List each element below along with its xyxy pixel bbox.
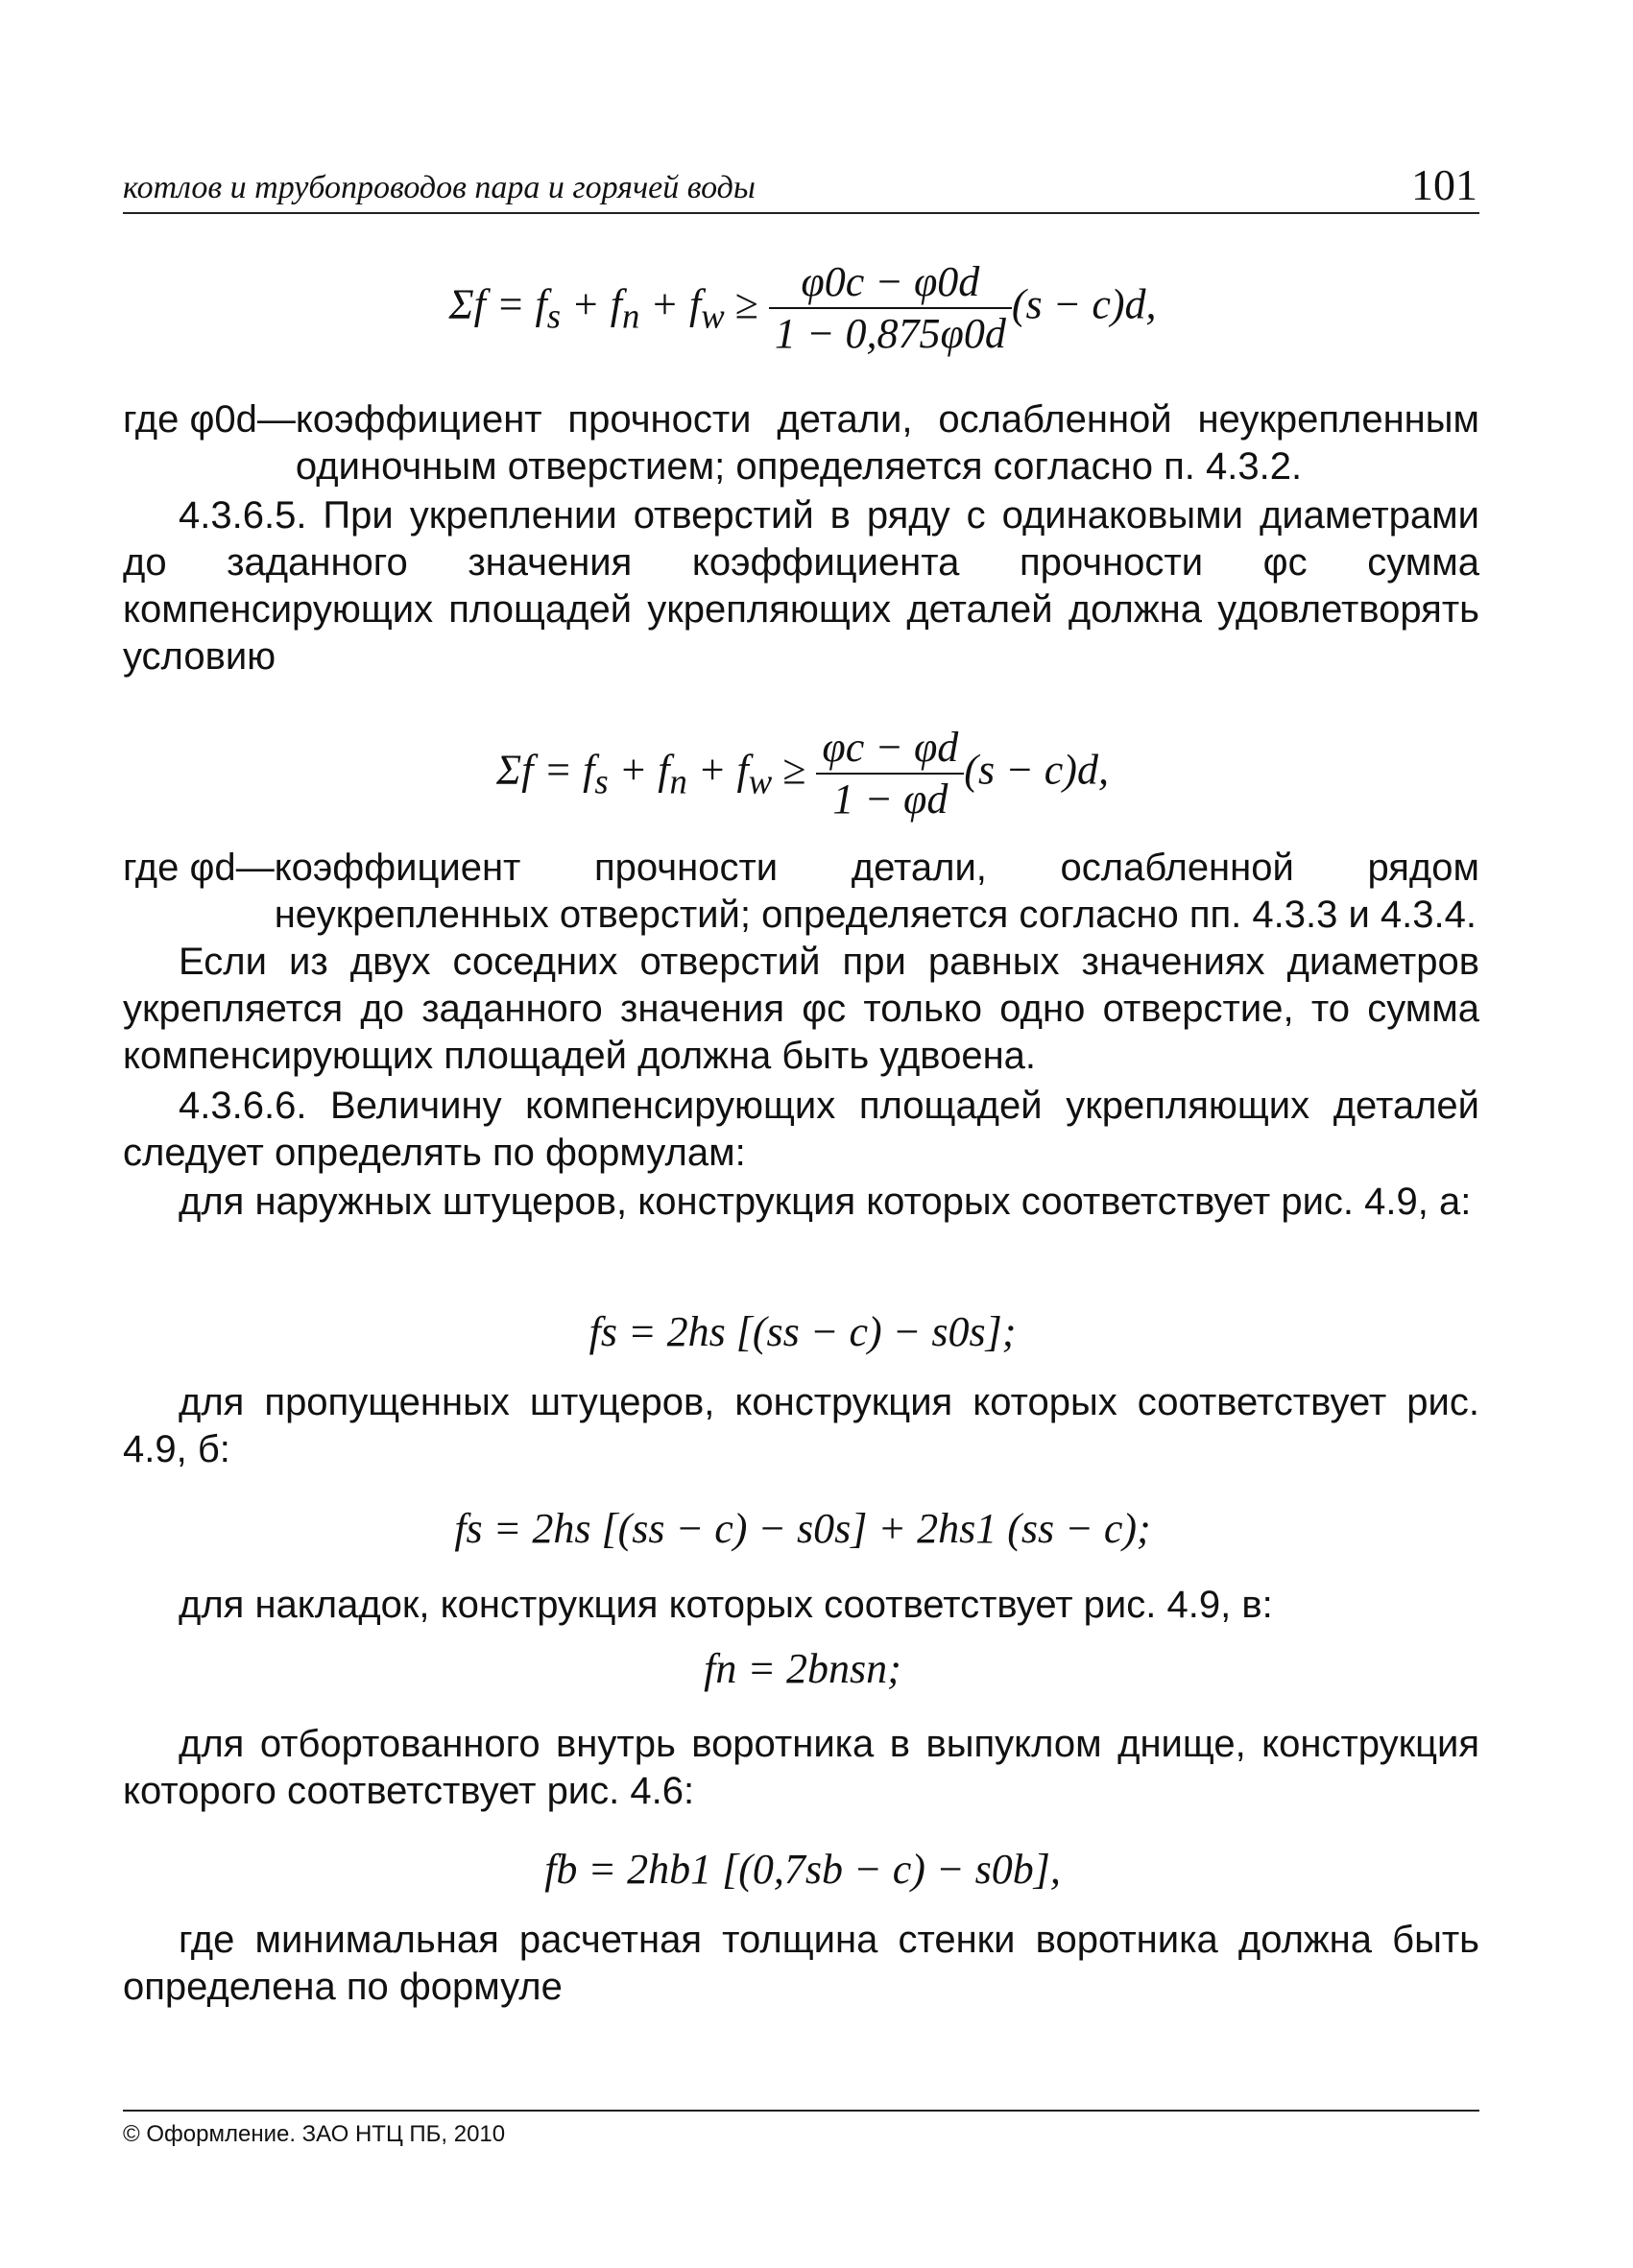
formula-fb: fb = 2hb1 [(0,7sb − c) − s0b], — [544, 1846, 1061, 1893]
fraction-single-hole: $\frac{\varphi 0c - \varphi 0d}{1 - 0,875\varphi 0d}$ — [769, 259, 1012, 358]
where-phi0d: где φ0d — коэффициент прочности детали, ослабленной неукрепленным одиночным отверстием; определяется согласно п. 4.3.2. — [123, 398, 1479, 488]
paragraph-through-fittings: для пропущенных штуцеров, конструкция которых соответствует рис. 4.9, б: — [123, 1381, 1479, 1470]
paragraph-min-thickness: где минимальная расчетная толщина стенки воротника должна быть определена по формуле — [123, 1919, 1479, 2008]
formula-sum-row-holes: $\Sigma f = f_s + f_n + f_w$ ≥ $\frac{\varphi c - \varphi d}{1 - \varphi d}$ (s − c)d, — [496, 724, 1109, 824]
paragraph-doubled-area: Если из двух соседних отверстий при равных значениях диаметров укрепляется до заданного значения φc только одно отверстие, то сумма компенсирующих площадей должна быть удвоена. — [123, 941, 1479, 1077]
paragraph-4-3-6-5: 4.3.6.5. При укреплении отверстий в ряду с одинаковыми диаметрами до заданного значения коэффициента прочности φc сумма компенсирующих площадей укрепляющих деталей должна удовлетворять условию — [123, 494, 1479, 678]
running-title: котлов и трубопроводов пара и горячей воды — [123, 170, 756, 205]
paragraph-outer-fittings: для наружных штуцеров, конструкция которых соответствует рис. 4.9, а: — [179, 1181, 1472, 1223]
fraction-row-holes: $\frac{\varphi c - \varphi d}{1 - \varphi d}$ — [816, 725, 964, 824]
formula-sum-single-hole: $\Sigma f = f_s + f_n + f_w$ ≥ $\frac{\varphi 0c - \varphi 0d}{1 - 0,875\varphi 0d}$ (s − c)d, — [448, 258, 1157, 358]
formula-fn: fn = 2bnsn; — [704, 1645, 901, 1692]
page-header — [123, 158, 1479, 214]
paragraph-4-3-6-6: 4.3.6.6. Величину компенсирующих площадей укрепляющих деталей следует определять по формулам: — [123, 1085, 1479, 1174]
footer-divider — [123, 2110, 1479, 2112]
paragraph-pads: для накладок, конструкция которых соответствует рис. 4.9, в: — [179, 1584, 1273, 1626]
formula-fs-through: fs = 2hs [(ss − c) − s0s] + 2hs1 (ss − c); — [454, 1505, 1151, 1552]
formula-fs-outer: fs = 2hs [(ss − c) − s0s]; — [588, 1308, 1017, 1355]
footer-copyright: © Оформление. ЗАО НТЦ ПБ, 2010 — [123, 2121, 506, 2147]
paragraph-collar: для отбортованного внутрь воротника в выпуклом днище, конструкция которого соответствует рис. 4.6: — [123, 1723, 1479, 1812]
page-number: 101 — [1411, 160, 1477, 209]
where-phid: где φd — коэффициент прочности детали, ослабленной рядом неукрепленных отверстий; определяется согласно пп. 4.3.3 и 4.3.4. — [123, 847, 1479, 936]
